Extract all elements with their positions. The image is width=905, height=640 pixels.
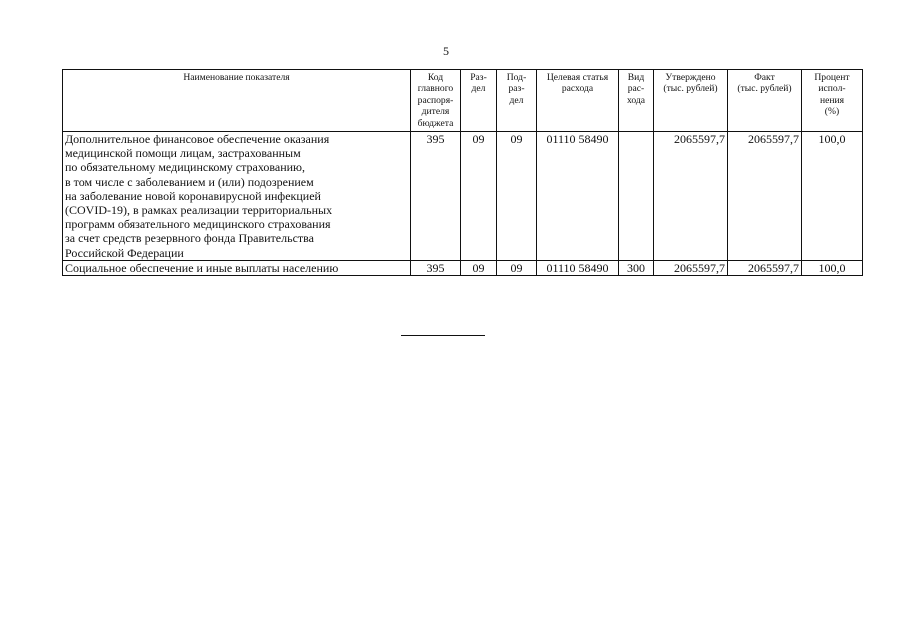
table-row	[63, 260, 863, 275]
header-section: Раз- дел	[461, 70, 497, 132]
row-target-article: 01110 58490	[537, 132, 619, 261]
header-expense-type: Вид рас- хода	[619, 70, 654, 132]
header-subsection: Под- раз- дел	[497, 70, 537, 132]
row-subsection: 09	[497, 132, 537, 261]
page-number: 5	[443, 44, 449, 58]
row-actual: 2065597,7	[728, 260, 802, 275]
row-actual: 2065597,7	[728, 132, 802, 261]
header-percent: Процент испол- нения (%)	[802, 70, 863, 132]
row-section: 09	[461, 132, 497, 261]
row-indicator-name: Дополнительное финансовое обеспечение оказания медицинской помощи лицам, застрахованным по обязательному медицинскому страхованию, в том числе с заболеванием и (или) подозрением на заболевание новой коронавирусной инфекцией (COVID-19), в рамках реализации территориальных программ обязательного медицинского страхования за счет средств резервного фонда Правительства Российской Федерации	[63, 132, 411, 261]
header-admin-code: Код главного распоря- дителя бюджета	[411, 70, 461, 132]
header-actual: Факт (тыс. рублей)	[728, 70, 802, 132]
row-indicator-name: Социальное обеспечение и иные выплаты населению	[63, 260, 411, 275]
table-header-row	[63, 70, 863, 132]
row-expense-type	[619, 132, 654, 261]
row-percent: 100,0	[802, 132, 863, 261]
row-approved: 2065597,7	[654, 132, 728, 261]
row-admin-code: 395	[411, 132, 461, 261]
row-approved: 2065597,7	[654, 260, 728, 275]
header-approved: Утверждено (тыс. рублей)	[654, 70, 728, 132]
row-target-article: 01110 58490	[537, 260, 619, 275]
header-target-article: Целевая статья расхода	[537, 70, 619, 132]
row-percent: 100,0	[802, 260, 863, 275]
end-separator-line	[401, 335, 485, 336]
table-row	[63, 132, 863, 261]
row-expense-type: 300	[619, 260, 654, 275]
row-section: 09	[461, 260, 497, 275]
header-indicator-name: Наименование показателя	[63, 70, 411, 132]
budget-execution-table	[62, 69, 863, 276]
row-subsection: 09	[497, 260, 537, 275]
row-admin-code: 395	[411, 260, 461, 275]
